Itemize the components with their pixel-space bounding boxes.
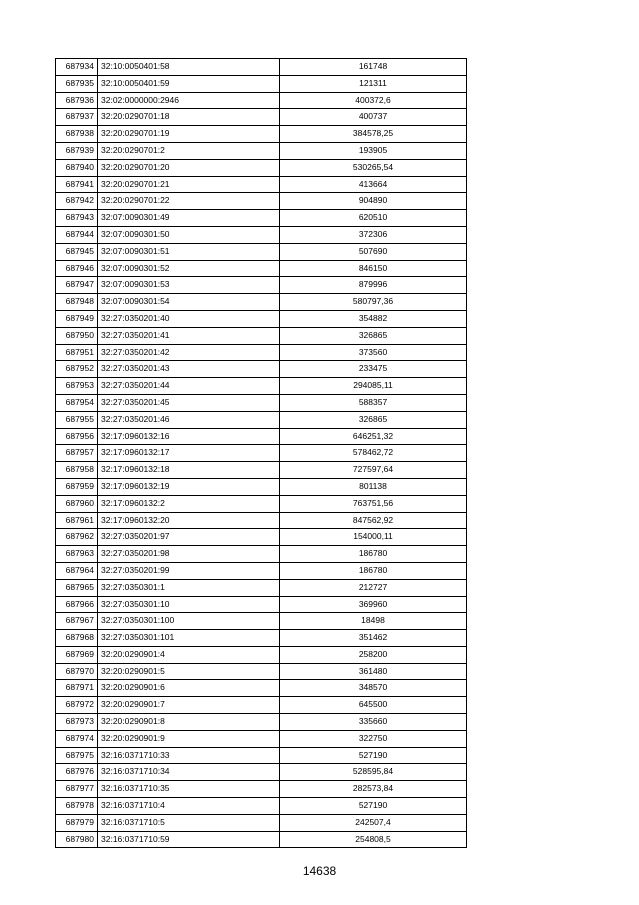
cadastral-number-cell: 32:07:0090301:51 [98, 243, 280, 260]
row-id-cell: 687978 [56, 798, 98, 815]
row-id-cell: 687951 [56, 344, 98, 361]
table-row [56, 327, 467, 344]
value-cell: 530265,54 [280, 159, 467, 176]
table-body [56, 59, 467, 848]
cadastral-number-cell: 32:27:0350201:97 [98, 529, 280, 546]
table-row [56, 630, 467, 647]
cadastral-number-cell: 32:20:0290701:19 [98, 126, 280, 143]
value-cell: 212727 [280, 579, 467, 596]
table-row [56, 680, 467, 697]
row-id-cell: 687963 [56, 546, 98, 563]
value-cell: 348570 [280, 680, 467, 697]
table-row [56, 210, 467, 227]
row-id-cell: 687976 [56, 764, 98, 781]
value-cell: 18498 [280, 613, 467, 630]
cadastral-number-cell: 32:27:0350201:42 [98, 344, 280, 361]
value-cell: 254808,5 [280, 831, 467, 848]
cadastral-number-cell: 32:17:0960132:16 [98, 428, 280, 445]
value-cell: 847562,92 [280, 512, 467, 529]
value-cell: 354882 [280, 310, 467, 327]
table-row [56, 512, 467, 529]
cadastral-number-cell: 32:17:0960132:2 [98, 495, 280, 512]
value-cell: 620510 [280, 210, 467, 227]
value-cell: 186780 [280, 546, 467, 563]
cadastral-number-cell: 32:17:0960132:19 [98, 478, 280, 495]
cadastral-number-cell: 32:20:0290901:4 [98, 646, 280, 663]
row-id-cell: 687943 [56, 210, 98, 227]
cadastral-number-cell: 32:27:0350201:40 [98, 310, 280, 327]
cadastral-number-cell: 32:07:0090301:52 [98, 260, 280, 277]
row-id-cell: 687972 [56, 697, 98, 714]
table-row [56, 730, 467, 747]
value-cell: 904890 [280, 193, 467, 210]
table-row [56, 126, 467, 143]
cadastral-number-cell: 32:17:0960132:20 [98, 512, 280, 529]
value-cell: 763751,56 [280, 495, 467, 512]
table-row [56, 109, 467, 126]
row-id-cell: 687949 [56, 310, 98, 327]
table-row [56, 462, 467, 479]
cadastral-number-cell: 32:07:0090301:49 [98, 210, 280, 227]
row-id-cell: 687950 [56, 327, 98, 344]
cadastral-number-cell: 32:27:0350201:41 [98, 327, 280, 344]
cadastral-number-cell: 32:10:0050401:58 [98, 59, 280, 76]
value-cell: 294085,11 [280, 378, 467, 395]
value-cell: 507690 [280, 243, 467, 260]
row-id-cell: 687952 [56, 361, 98, 378]
table-row [56, 344, 467, 361]
row-id-cell: 687958 [56, 462, 98, 479]
value-cell: 161748 [280, 59, 467, 76]
table-row [56, 814, 467, 831]
row-id-cell: 687968 [56, 630, 98, 647]
row-id-cell: 687934 [56, 59, 98, 76]
table-row [56, 361, 467, 378]
table-row [56, 75, 467, 92]
table-row [56, 59, 467, 76]
value-cell: 372306 [280, 226, 467, 243]
table-row [56, 663, 467, 680]
value-cell: 351462 [280, 630, 467, 647]
value-cell: 121311 [280, 75, 467, 92]
row-id-cell: 687954 [56, 394, 98, 411]
row-id-cell: 687977 [56, 781, 98, 798]
cadastral-number-cell: 32:27:0350201:46 [98, 411, 280, 428]
value-cell: 527190 [280, 747, 467, 764]
table-row [56, 277, 467, 294]
value-cell: 154000,11 [280, 529, 467, 546]
cadastral-number-cell: 32:27:0350301:100 [98, 613, 280, 630]
value-cell: 326865 [280, 327, 467, 344]
cadastral-number-cell: 32:20:0290701:21 [98, 176, 280, 193]
table-row [56, 310, 467, 327]
cadastral-number-cell: 32:20:0290901:5 [98, 663, 280, 680]
row-id-cell: 687936 [56, 92, 98, 109]
row-id-cell: 687937 [56, 109, 98, 126]
row-id-cell: 687965 [56, 579, 98, 596]
value-cell: 527190 [280, 798, 467, 815]
value-cell: 369960 [280, 596, 467, 613]
cadastral-number-cell: 32:16:0371710:59 [98, 831, 280, 848]
table-row [56, 243, 467, 260]
row-id-cell: 687974 [56, 730, 98, 747]
table-row [56, 579, 467, 596]
table-row [56, 260, 467, 277]
table-row [56, 562, 467, 579]
row-id-cell: 687940 [56, 159, 98, 176]
row-id-cell: 687975 [56, 747, 98, 764]
cadastral-number-cell: 32:07:0090301:53 [98, 277, 280, 294]
cadastral-number-cell: 32:27:0350201:98 [98, 546, 280, 563]
cadastral-number-cell: 32:27:0350201:45 [98, 394, 280, 411]
cadastral-number-cell: 32:10:0050401:59 [98, 75, 280, 92]
cadastral-number-cell: 32:27:0350301:10 [98, 596, 280, 613]
table-row [56, 747, 467, 764]
row-id-cell: 687957 [56, 445, 98, 462]
table-row [56, 495, 467, 512]
table-row [56, 529, 467, 546]
data-table [55, 58, 467, 848]
value-cell: 233475 [280, 361, 467, 378]
table-row [56, 159, 467, 176]
cadastral-number-cell: 32:16:0371710:35 [98, 781, 280, 798]
row-id-cell: 687938 [56, 126, 98, 143]
value-cell: 373560 [280, 344, 467, 361]
cadastral-number-cell: 32:16:0371710:33 [98, 747, 280, 764]
row-id-cell: 687946 [56, 260, 98, 277]
row-id-cell: 687953 [56, 378, 98, 395]
value-cell: 400372,6 [280, 92, 467, 109]
row-id-cell: 687966 [56, 596, 98, 613]
table-row [56, 831, 467, 848]
table-row [56, 613, 467, 630]
value-cell: 588357 [280, 394, 467, 411]
cadastral-number-cell: 32:20:0290901:9 [98, 730, 280, 747]
table-row [56, 764, 467, 781]
cadastral-number-cell: 32:20:0290901:8 [98, 714, 280, 731]
table-row [56, 445, 467, 462]
value-cell: 879996 [280, 277, 467, 294]
row-id-cell: 687967 [56, 613, 98, 630]
value-cell: 578462,72 [280, 445, 467, 462]
table-row [56, 394, 467, 411]
row-id-cell: 687935 [56, 75, 98, 92]
row-id-cell: 687979 [56, 814, 98, 831]
cadastral-number-cell: 32:27:0350201:44 [98, 378, 280, 395]
row-id-cell: 687962 [56, 529, 98, 546]
value-cell: 384578,25 [280, 126, 467, 143]
table-row [56, 546, 467, 563]
value-cell: 801138 [280, 478, 467, 495]
table-row [56, 226, 467, 243]
value-cell: 400737 [280, 109, 467, 126]
value-cell: 326865 [280, 411, 467, 428]
row-id-cell: 687959 [56, 478, 98, 495]
table-row [56, 646, 467, 663]
value-cell: 335660 [280, 714, 467, 731]
value-cell: 528595,84 [280, 764, 467, 781]
cadastral-number-cell: 32:20:0290701:18 [98, 109, 280, 126]
table-row [56, 596, 467, 613]
row-id-cell: 687941 [56, 176, 98, 193]
cadastral-number-cell: 32:20:0290901:6 [98, 680, 280, 697]
row-id-cell: 687945 [56, 243, 98, 260]
row-id-cell: 687960 [56, 495, 98, 512]
value-cell: 282573,84 [280, 781, 467, 798]
row-id-cell: 687947 [56, 277, 98, 294]
value-cell: 322750 [280, 730, 467, 747]
cadastral-number-cell: 32:17:0960132:18 [98, 462, 280, 479]
table-row [56, 92, 467, 109]
row-id-cell: 687971 [56, 680, 98, 697]
cadastral-number-cell: 32:20:0290901:7 [98, 697, 280, 714]
value-cell: 193905 [280, 142, 467, 159]
cadastral-number-cell: 32:16:0371710:34 [98, 764, 280, 781]
value-cell: 413664 [280, 176, 467, 193]
table-row [56, 714, 467, 731]
value-cell: 258200 [280, 646, 467, 663]
value-cell: 186780 [280, 562, 467, 579]
row-id-cell: 687948 [56, 294, 98, 311]
table-row [56, 411, 467, 428]
cadastral-number-cell: 32:16:0371710:4 [98, 798, 280, 815]
table-row [56, 781, 467, 798]
value-cell: 242507,4 [280, 814, 467, 831]
row-id-cell: 687942 [56, 193, 98, 210]
table-row [56, 697, 467, 714]
row-id-cell: 687956 [56, 428, 98, 445]
table-row [56, 142, 467, 159]
table-row [56, 193, 467, 210]
page-number: 14638 [302, 864, 337, 878]
cadastral-number-cell: 32:17:0960132:17 [98, 445, 280, 462]
cadastral-number-cell: 32:20:0290701:22 [98, 193, 280, 210]
table-row [56, 428, 467, 445]
row-id-cell: 687973 [56, 714, 98, 731]
row-id-cell: 687961 [56, 512, 98, 529]
value-cell: 645500 [280, 697, 467, 714]
value-cell: 646251,32 [280, 428, 467, 445]
row-id-cell: 687964 [56, 562, 98, 579]
cadastral-number-cell: 32:27:0350201:99 [98, 562, 280, 579]
table-row [56, 378, 467, 395]
cadastral-number-cell: 32:02:0000000:2946 [98, 92, 280, 109]
cadastral-number-cell: 32:27:0350201:43 [98, 361, 280, 378]
value-cell: 846150 [280, 260, 467, 277]
row-id-cell: 687969 [56, 646, 98, 663]
value-cell: 580797,36 [280, 294, 467, 311]
row-id-cell: 687944 [56, 226, 98, 243]
row-id-cell: 687970 [56, 663, 98, 680]
cadastral-number-cell: 32:27:0350301:1 [98, 579, 280, 596]
table-row [56, 294, 467, 311]
value-cell: 727597,64 [280, 462, 467, 479]
table-row [56, 176, 467, 193]
cadastral-number-cell: 32:07:0090301:54 [98, 294, 280, 311]
cadastral-number-cell: 32:27:0350301:101 [98, 630, 280, 647]
cadastral-number-cell: 32:07:0090301:50 [98, 226, 280, 243]
row-id-cell: 687955 [56, 411, 98, 428]
row-id-cell: 687939 [56, 142, 98, 159]
cadastral-number-cell: 32:16:0371710:5 [98, 814, 280, 831]
cadastral-number-cell: 32:20:0290701:20 [98, 159, 280, 176]
value-cell: 361480 [280, 663, 467, 680]
table-row [56, 478, 467, 495]
table-row [56, 798, 467, 815]
row-id-cell: 687980 [56, 831, 98, 848]
cadastral-number-cell: 32:20:0290701:2 [98, 142, 280, 159]
